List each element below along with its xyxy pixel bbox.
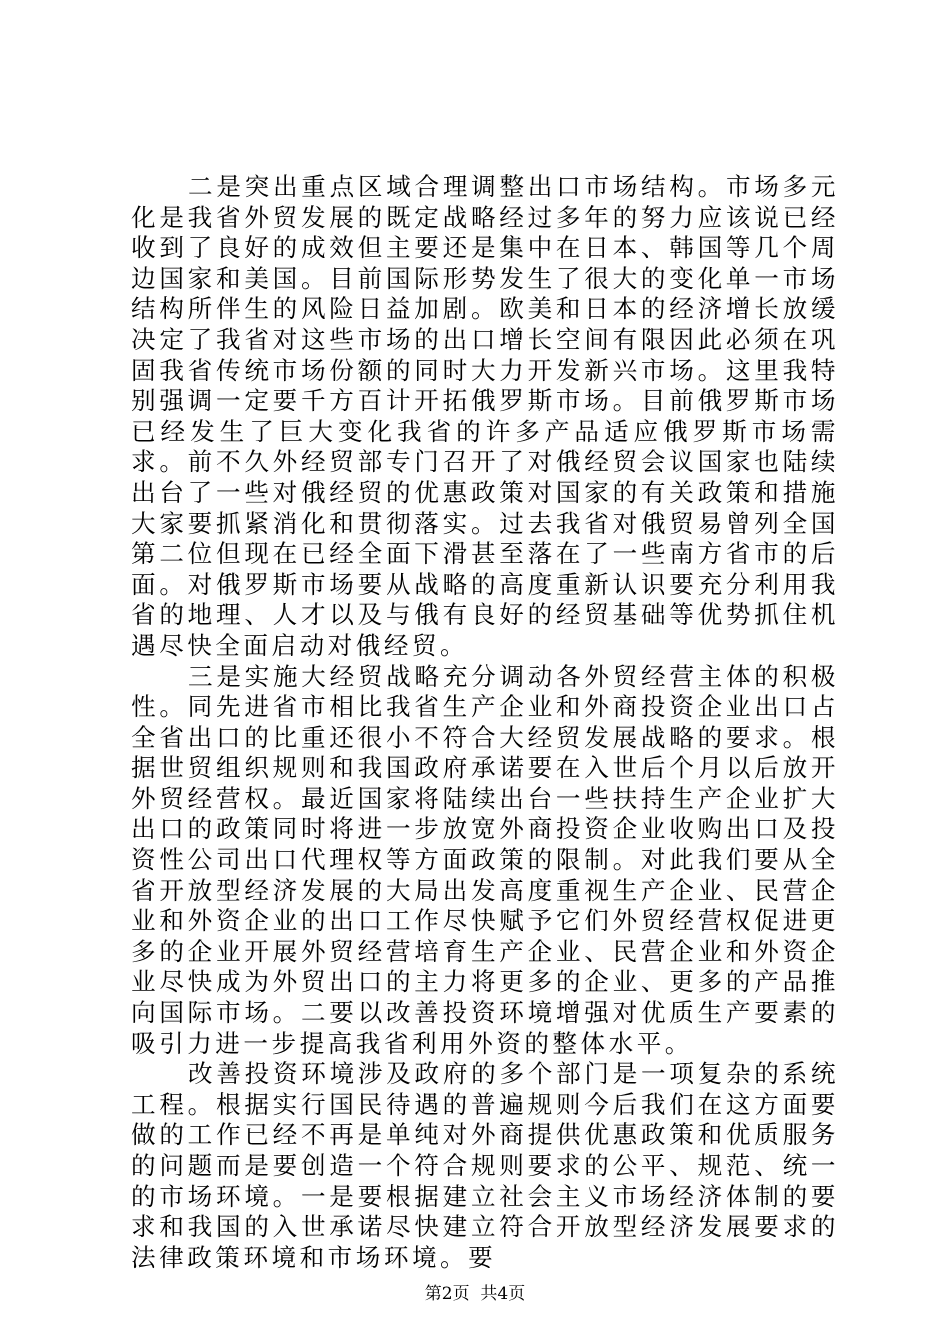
- paragraph-3: 改善投资环境涉及政府的多个部门是一项复杂的系统工程。根据实行国民待遇的普遍规则今后我们在这方面要做的工作已经不再是单纯对外商提供优惠政策和优质服务的问题而是要创造一个符合规则要求的公平、规范、统一的市场环境。一是要根据建立社会主义市场经济体制的要求和我国的入世承诺尽快建立符合开放型经济发展要求的法律政策环境和市场环境。要: [131, 1059, 839, 1272]
- page-footer: 第2页 共4页: [424, 1284, 526, 1304]
- paragraph-2: 三是实施大经贸战略充分调动各外贸经营主体的积极性。同先进省市相比我省生产企业和外商投资企业出口占全省出口的比重还很小不符合大经贸发展战略的要求。根据世贸组织规则和我国政府承诺要在入世后个月以后放开外贸经营权。最近国家将陆续出台一些扶持生产企业扩大出口的政策同时将进一步放宽外商投资企业收购出口及投资性公司出口代理权等方面政策的限制。对此我们要从全省开放型经济发展的大局出发高度重视生产企业、民营企业和外资企业的出口工作尽快赋予它们外贸经营权促进更多的企业开展外贸经营培育生产企业、民营企业和外资企业尽快成为外贸出口的主力将更多的企业、更多的产品推向国际市场。二要以改善投资环境增强对优质生产要素的吸引力进一步提高我省利用外资的整体水平。: [131, 661, 839, 1058]
- paragraph-1: 二是突出重点区域合理调整出口市场结构。市场多元化是我省外贸发展的既定战略经过多年的努力应该说已经收到了良好的成效但主要还是集中在日本、韩国等几个周边国家和美国。目前国际形势发生了很大的变化单一市场结构所伴生的风险日益加剧。欧美和日本的经济增长放缓决定了我省对这些市场的出口增长空间有限因此必须在巩固我省传统市场份额的同时大力开发新兴市场。这里我特别强调一定要千方百计开拓俄罗斯市场。目前俄罗斯市场已经发生了巨大变化我省的许多产品适应俄罗斯市场需求。前不久外经贸部专门召开了对俄经贸会议国家也陆续出台了一些对俄经贸的优惠政策对国家的有关政策和措施大家要抓紧消化和贯彻落实。过去我省对俄贸易曾列全国第二位但现在已经全面下滑甚至落在了一些南方省市的后面。对俄罗斯市场要从战略的高度重新认识要充分利用我省的地理、人才以及与俄有良好的经贸基础等优势抓住机遇尽快全面启动对俄经贸。: [131, 172, 839, 660]
- document-body: [131, 172, 839, 1273]
